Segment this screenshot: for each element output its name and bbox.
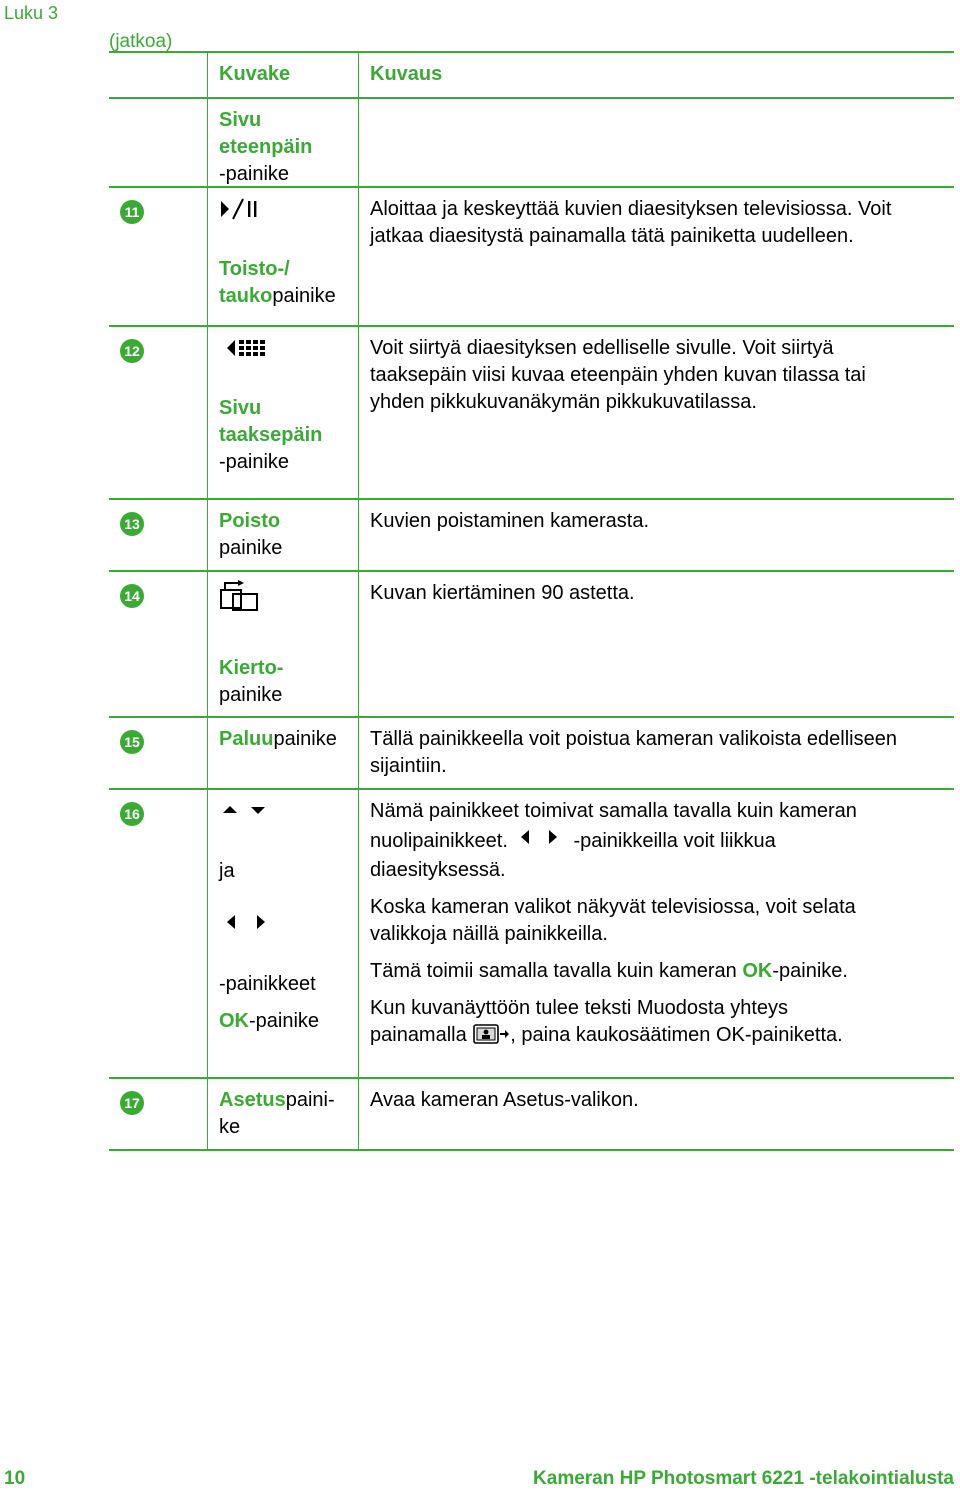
description-line: yhden pikkukuvanäkymän pikkukuvatilassa.: [370, 391, 757, 413]
description-line: sijaintiin.: [370, 755, 447, 777]
continued-label: (jatkoa): [109, 31, 173, 52]
row-number-badge: 16: [120, 802, 144, 826]
description-line: Kuvan kiertäminen 90 astetta.: [370, 582, 635, 604]
table-header-row: [109, 51, 954, 97]
page-back-thumbnails-icon: [219, 335, 358, 361]
label-line: Poisto: [219, 510, 281, 532]
left-arrow-icon: [227, 915, 235, 929]
description-line: , paina kaukosäätimen OK-painiketta.: [510, 1024, 843, 1046]
description-line: diaesityksessä.: [370, 859, 506, 881]
row-number-badge: 13: [120, 512, 144, 536]
description-line: Aloittaa ja keskeyttää kuvien diaesityksen televisiossa. Voit: [370, 198, 892, 220]
description-line: -painikkeilla voit liikkua: [573, 830, 776, 852]
table-row: [109, 716, 954, 788]
rotate-icon: [219, 580, 358, 612]
table-row: [109, 325, 954, 498]
description-line: Tällä painikkeella voit poistua kameran valikoista edelliseen: [370, 728, 897, 750]
description-line: nuolipainikkeet.: [370, 830, 508, 852]
label-line: Sivu: [219, 397, 262, 419]
description-line: Voit siirtyä diaesityksen edelliselle sivulle. Voit siirtyä: [370, 337, 834, 359]
left-arrow-icon: [521, 830, 529, 844]
label-line: ja: [219, 860, 235, 882]
table-row: [109, 498, 954, 570]
label-line: ke: [219, 1116, 241, 1138]
label-line: OK: [219, 1010, 249, 1032]
header-description-column: Kuvaus: [370, 63, 443, 85]
row-number-badge: 15: [120, 730, 144, 754]
footer-title: Kameran HP Photosmart 6221 -telakointialusta: [533, 1468, 954, 1489]
right-arrow-icon: [257, 915, 265, 929]
button-table: [109, 51, 954, 1151]
down-arrow-icon: [251, 807, 265, 814]
description-line: valikkoja näillä painikkeilla.: [370, 923, 608, 945]
description-line: -painike.: [772, 960, 848, 982]
up-arrow-icon: [223, 806, 237, 813]
label-line: Paluu: [219, 728, 274, 750]
description-line: taaksepäin viisi kuvaa eteenpäin yhden kuvan tilassa tai: [370, 364, 866, 386]
label-line: -painike: [249, 1010, 320, 1032]
label-line: Asetus: [219, 1089, 286, 1111]
right-arrow-icon: [549, 830, 557, 844]
label-line: painike: [219, 684, 283, 706]
table-row: [109, 1077, 954, 1151]
table-row: [109, 97, 954, 186]
label-line: Kierto-: [219, 657, 284, 679]
description-line: Tämä toimii samalla tavalla kuin kameran: [370, 960, 743, 982]
connect-icon: [472, 1023, 510, 1045]
description-line: Avaa kameran Asetus-valikon.: [370, 1089, 639, 1111]
row-number-badge: 11: [120, 200, 144, 224]
description-line: Koska kameran valikot näkyvät televisiossa, voit selata: [370, 896, 856, 918]
table-row: [109, 186, 954, 325]
table-row: [109, 788, 954, 1077]
label-line: painike: [272, 285, 336, 307]
description-line: painamalla: [370, 1024, 467, 1046]
label-line: eteenpäin: [219, 136, 313, 158]
label-line: paini-: [285, 1089, 335, 1111]
label-line: painike: [273, 728, 337, 750]
description-line: OK: [742, 960, 773, 982]
description-line: Nämä painikkeet toimivat samalla tavalla kuin kameran: [370, 800, 857, 822]
label-line: painike: [219, 537, 283, 559]
label-line: Toisto-/: [219, 258, 290, 280]
label-line: -painike: [219, 451, 290, 473]
row-number-badge: 17: [120, 1091, 144, 1115]
description-line: Kuvien poistaminen kamerasta.: [370, 510, 650, 532]
label-line: taaksepäin: [219, 424, 323, 446]
page-number: 10: [4, 1468, 26, 1489]
label-line: tauko: [219, 285, 273, 307]
label-line: -painikkeet: [219, 973, 316, 995]
table-row: [109, 570, 954, 716]
chapter-label: Luku 3: [4, 3, 59, 23]
label-line: Sivu: [219, 109, 262, 131]
label-line: -painike: [219, 163, 290, 185]
description-line: Kun kuvanäyttöön tulee teksti Muodosta yhteys: [370, 997, 789, 1019]
row-number-badge: 12: [120, 339, 144, 363]
play-pause-icon: [219, 196, 358, 222]
row-number-badge: 14: [120, 584, 144, 608]
header-icon-column: Kuvake: [207, 53, 359, 97]
description-line: jatkaa diaesitystä painamalla tätä painiketta uudelleen.: [370, 225, 854, 247]
